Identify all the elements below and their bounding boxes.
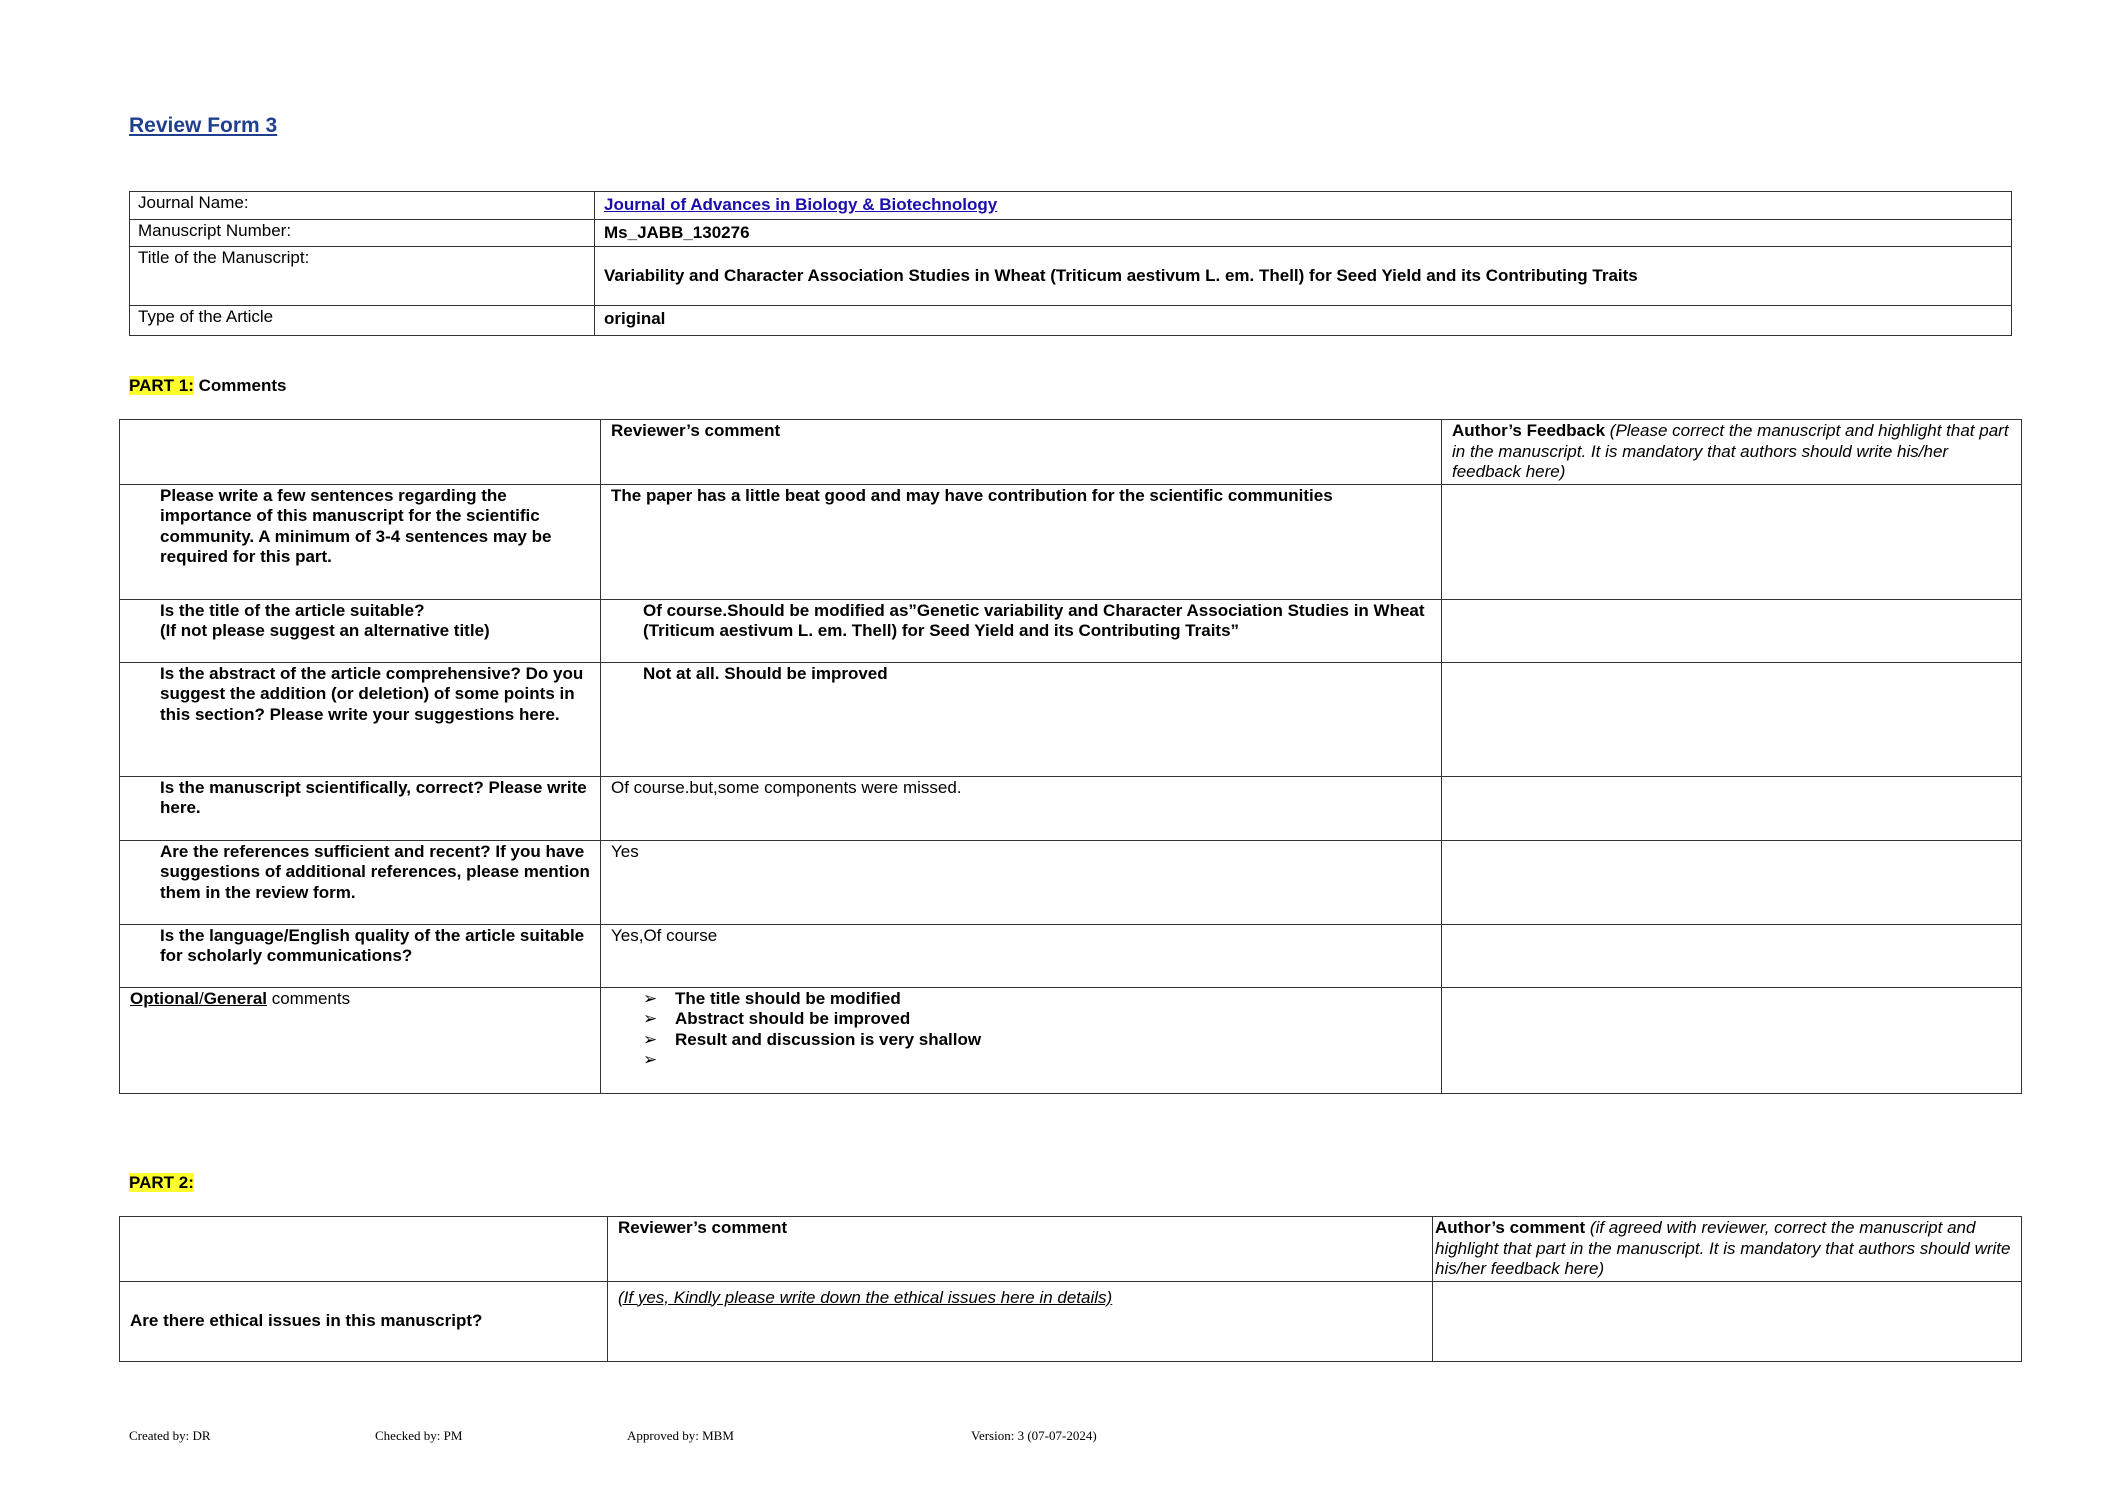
question-title	[120, 599, 601, 662]
question-importance: Please write a few sentences regarding the importance of this manuscript for the scientific community. A minimum of 3-4 sentences may be required for this part.	[120, 484, 601, 599]
part2-header-blank	[120, 1217, 608, 1282]
feedback-importance[interactable]	[1442, 484, 2022, 599]
comment-ethics[interactable]: (If yes, Kindly please write down the ethical issues here in details)	[608, 1281, 1433, 1361]
journal-label: Journal Name:	[130, 192, 595, 220]
part2-heading	[129, 1173, 194, 1193]
arrow-bullet-icon: ➢	[643, 988, 658, 1008]
article-type-value: original	[595, 306, 2012, 336]
list-item	[643, 1009, 1441, 1030]
arrow-bullet-icon: ➢	[643, 1009, 658, 1028]
part1-header-author-title: Author’s Feedback	[1452, 421, 1606, 440]
feedback-optional[interactable]	[1442, 987, 2022, 1093]
feedback-scientific[interactable]	[1442, 776, 2022, 840]
footer-created: Created by: DR	[129, 1428, 211, 1443]
footer-checked: Checked by: PM	[375, 1428, 463, 1443]
list-item-text: Abstract should be improved	[675, 1009, 911, 1028]
part2-header-author-title: Author’s comment	[1435, 1218, 1586, 1237]
feedback-references[interactable]	[1442, 840, 2022, 924]
list-item	[643, 1050, 1441, 1071]
optional-comments-list	[601, 988, 1441, 1071]
manuscript-number-label: Manuscript Number:	[130, 219, 595, 247]
part1-header-author	[1442, 420, 2022, 485]
part1-header-blank	[120, 420, 601, 485]
list-item-text: Result and discussion is very shallow	[675, 1029, 982, 1049]
feedback-language[interactable]	[1442, 924, 2022, 987]
feedback-ethics[interactable]	[1433, 1281, 2022, 1361]
part1-heading	[129, 376, 286, 396]
question-ethics: Are there ethical issues in this manuscript?	[120, 1281, 608, 1361]
footer-approved: Approved by: MBM	[627, 1428, 734, 1443]
general-label: General	[203, 988, 267, 1008]
question-references: Are the references sufficient and recent? If you have suggestions of additional references, please mention them in the review form.	[120, 840, 601, 924]
question-language: Is the language/English quality of the article suitable for scholarly communications?	[120, 924, 601, 987]
question-scientific: Is the manuscript scientifically, correct? Please write here.	[120, 776, 601, 840]
comment-importance[interactable]: The paper has a little beat good and may have contribution for the scientific communities	[601, 484, 1442, 599]
comment-abstract[interactable]: Not at all. Should be improved	[601, 662, 1442, 776]
part2-header-reviewer: Reviewer’s comment	[608, 1217, 1433, 1282]
article-type-label: Type of the Article	[130, 306, 595, 336]
arrow-bullet-icon: ➢	[643, 1029, 658, 1049]
manuscript-info-table	[129, 191, 2012, 336]
feedback-abstract[interactable]	[1442, 662, 2022, 776]
part1-header-author-note: (Please correct the manuscript and highlight that part in the manuscript. It is mandatory that authors should write his/her feedback here)	[1452, 421, 2009, 481]
manuscript-number-value: Ms_JABB_130276	[595, 219, 2012, 247]
form-title: Review Form 3	[129, 114, 278, 137]
comments-suffix: comments	[267, 988, 351, 1008]
manuscript-title-label: Title of the Manuscript:	[130, 247, 595, 306]
footer-version: Version: 3 (07-07-2024)	[971, 1428, 1097, 1443]
comment-references[interactable]: Yes	[601, 840, 1442, 924]
optional-sep: /	[198, 988, 204, 1008]
list-item-text: The title should be modified	[675, 988, 901, 1008]
part1-header-reviewer: Reviewer’s comment	[601, 420, 1442, 485]
manuscript-title-value: Variability and Character Association Studies in Wheat (Triticum aestivum L. em. Thell) for Seed Yield and its Contributing Traits	[595, 247, 2012, 306]
question-abstract: Is the abstract of the article comprehensive? Do you suggest the addition (or deletion) of some points in this section? Please write your suggestions here.	[120, 662, 601, 776]
part2-header-author	[1433, 1217, 2022, 1282]
question-title-line: Is the title of the article suitable? (If not please suggest an alternative title)	[160, 600, 490, 640]
comment-title[interactable]: Of course.Should be modified as”Genetic variability and Character Association Studies in Wheat (Triticum aestivum L. em. Thell) for Seed Yield and its Contributing Traits”	[601, 599, 1442, 662]
part1-label: PART 1:	[129, 376, 194, 395]
part1-comments-table	[119, 419, 2022, 1094]
optional-label: Optional	[130, 988, 199, 1008]
part2-header-author-note: (if agreed with reviewer, correct the manuscript and highlight that part in the manuscript. It is mandatory that authors should write his/her feedback here)	[1435, 1218, 2011, 1278]
optional-comments[interactable]	[601, 987, 1442, 1093]
optional-general-label	[120, 987, 601, 1093]
list-item	[643, 1030, 1441, 1051]
list-item	[643, 989, 1441, 1010]
part2-label: PART 2:	[129, 1173, 194, 1192]
arrow-bullet-icon: ➢	[643, 1050, 658, 1069]
journal-link[interactable]: Journal of Advances in Biology & Biotechnology	[604, 195, 998, 214]
part2-ethics-table	[119, 1216, 2022, 1362]
feedback-title[interactable]	[1442, 599, 2022, 662]
comment-scientific[interactable]: Of course.but,some components were missed.	[601, 776, 1442, 840]
comment-language[interactable]: Yes,Of course	[601, 924, 1442, 987]
part1-suffix: Comments	[198, 376, 287, 395]
